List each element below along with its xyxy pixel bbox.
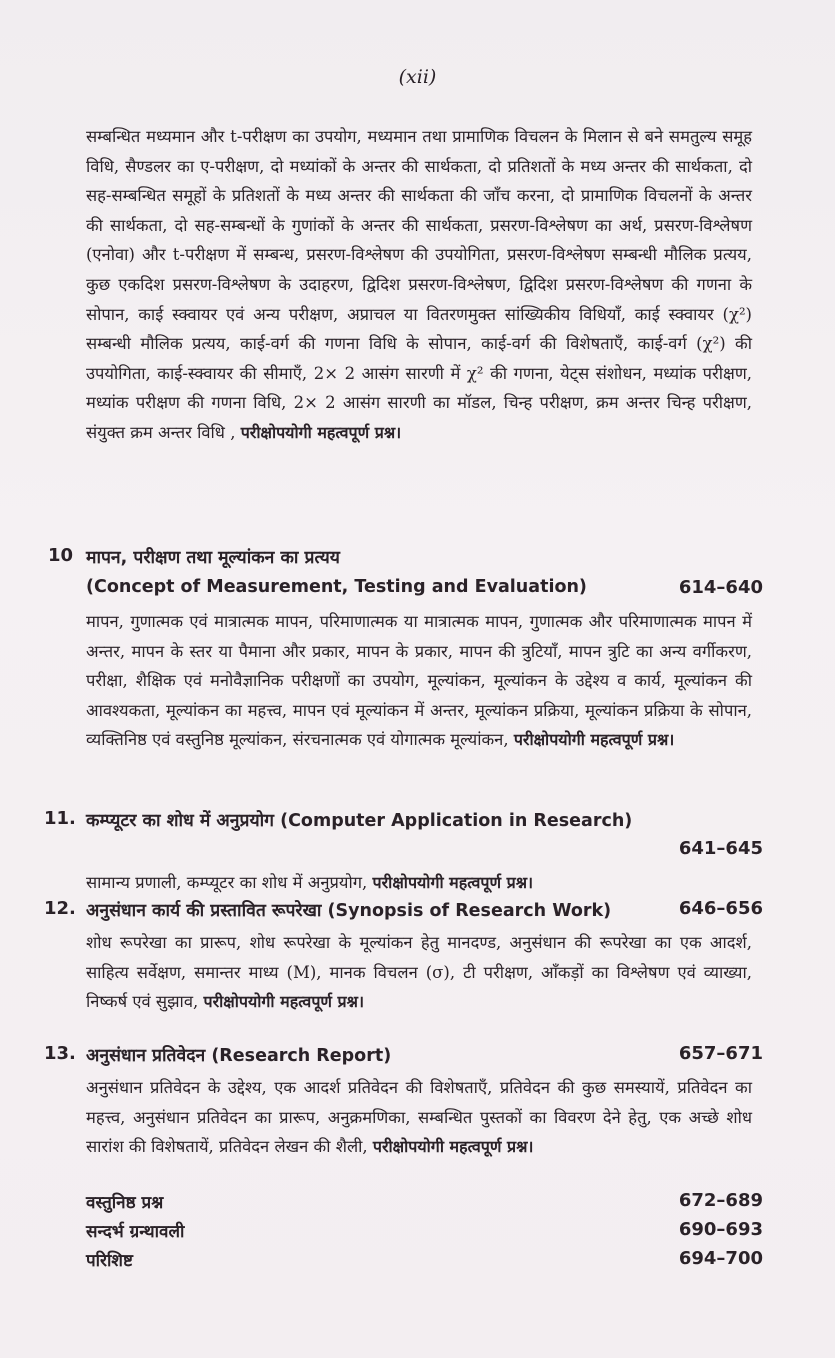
end-matter-label: सन्दर्भ ग्रन्थावली [86,1222,185,1242]
chapter-number: 12. [44,898,76,919]
chapter-text-body: सामान्य प्रणाली, कम्प्यूटर का शोध में अनुप्रयोग, [86,873,368,892]
chapter-text [86,1073,752,1162]
chapter-title-english: (Research Report) [211,1046,392,1066]
chapter-title-hindi [86,898,611,922]
intro-bold-end: परीक्षोपयोगी महत्वपूर्ण प्रश्न। [240,422,402,442]
chapter-pages: 657–671 [678,1043,763,1064]
chapter-title-hindi [86,1043,391,1067]
intro-paragraph [86,122,752,448]
chapter-number: 10 [48,545,74,566]
chapter-pages: 641–645 [678,838,763,859]
chapter-text-body: अनुसंधान प्रतिवेदन के उद्देश्य, एक आदर्श प्रतिवेदन की विशेषताएँ, प्रतिवेदन की कुछ समस्यायें, प्रतिवेदन का महत्त्व, अनुसंधान प्रतिवेदन का प्रारूप, अनुक्रमणिका, सम्बन्धित पुस्तकों का विवरण देने हेतु, एक अच्छे शोध सारांश की विशेषतायें, प्रतिवेदन लेखन की शैली, [86,1078,752,1157]
chapter-title-hindi-text: कम्प्यूटर का शोध में अनुप्रयोग [86,811,274,831]
chapter-number: 11. [44,808,76,829]
chapter-title-hindi-text: अनुसंधान प्रतिवेदन [86,1046,206,1066]
end-matter-pages: 694–700 [678,1248,763,1269]
intro-text: सम्बन्धित मध्यमान और t-परीक्षण का उपयोग, मध्यमान तथा प्रामाणिक विचलन के मिलान से बने समतुल्य समूह विधि, सैण्डलर का ए-परीक्षण, दो मध्यांकों के अन्तर की सार्थकता, दो प्रतिशतों के मध्य अन्तर की सार्थकता, दो सह-सम्बन्धित समूहों के प्रतिशतों के मध्य अन्तर की सार्थकता की जाँच करना, दो प्रामाणिक विचलनों के अन्तर की सार्थकता, दो सह-सम्बन्धों के गुणांकों के अन्तर की सार्थकता, प्रसरण-विश्लेषण का अर्थ, प्रसरण-विश्लेषण (एनोवा) और t-परीक्षण में सम्बन्ध, प्रसरण-विश्लेषण की उपयोगिता, प्रसरण-विश्लेषण सम्बन्धी मौलिक प्रत्यय, कुछ एकदिश प्रसरण-विश्लेषण के उदाहरण, द्विदिश प्रसरण-विश्लेषण, द्विदिश प्रसरण-विश्लेषण की गणना के सोपान, काई स्क्वायर एवं अन्य परीक्षण, अप्राचल या वितरणमुक्त सांख्यिकीय विधियाँ, काई स्क्वायर (χ²) सम्बन्धी मौलिक प्रत्यय, काई-वर्ग की गणना विधि के सोपान, काई-वर्ग की विशेषताएँ, काई-वर्ग (χ²) की उपयोगिता, काई-स्क्वायर की सीमाएँ, 2× 2 आसंग सारणी में χ² की गणना, येट्स संशोधन, मध्यांक परीक्षण, मध्यांक परीक्षण की गणना विधि, 2× 2 आसंग सारणी का मॉडल, चिन्ह परीक्षण, क्रम अन्तर चिन्ह परीक्षण, संयुक्त क्रम अन्तर विधि , [86,127,752,442]
chapter-bold-end: परीक्षोपयोगी महत्वपूर्ण प्रश्न। [372,873,534,892]
end-matter-label: वस्तुनिष्ठ प्रश्न [86,1193,164,1213]
chapter-text-body: मापन, गुणात्मक एवं मात्रात्मक मापन, परिमाणात्मक या मात्रात्मक मापन, गुणात्मक और परिमाणात्मक मापन में अन्तर, मापन के स्तर या पैमाना और प्रकार, मापन के प्रकार, मापन की त्रुटियाँ, मापन त्रुटि का अन्य वर्गीकरण, परीक्षा, शैक्षिक एवं मनोवैज्ञानिक परीक्षणों का उपयोग, मूल्यांकन, मूल्यांकन के उद्देश्य व कार्य, मूल्यांकन की आवश्यकता, मूल्यांकन का महत्त्व, मापन एवं मूल्यांकन में अन्तर, मूल्यांकन प्रक्रिया, मूल्यांकन प्रक्रिया के सोपान, व्यक्तिनिष्ठ एवं वस्तुनिष्ठ मूल्यांकन, संरचनात्मक एवं योगात्मक मूल्यांकन, [86,612,752,750]
chapter-title-english: (Concept of Measurement, Testing and Evaluation) [86,577,587,597]
end-matter-pages: 672–689 [678,1190,763,1211]
page-number: (xii) [398,66,437,88]
chapter-pages: 614–640 [678,577,763,598]
chapter-text-body: शोध रूपरेखा का प्रारूप, शोध रूपरेखा के मूल्यांकन हेतु मानदण्ड, अनुसंधान की रूपरेखा का एक आदर्श, साहित्य सर्वेक्षण, समान्तर माध्य (M), मानक विचलन (σ), टी परीक्षण, आँकड़ों का विश्लेषण एवं व्याख्या, निष्कर्ष एवं सुझाव, [86,933,752,1012]
chapter-pages: 646–656 [678,898,763,919]
chapter-text [86,928,752,1017]
chapter-bold-end: परीक्षोपयोगी महत्वपूर्ण प्रश्न। [513,730,675,750]
chapter-title-english: (Synopsis of Research Work) [327,901,612,921]
chapter-bold-end: परीक्षोपयोगी महत्वपूर्ण प्रश्न। [203,992,365,1012]
chapter-text [86,868,752,898]
chapter-title-hindi-text: अनुसंधान कार्य की प्रस्तावित रूपरेखा [86,901,322,921]
end-matter-objective-questions [86,1190,763,1213]
chapter-number: 13. [44,1043,76,1064]
chapter-title-hindi [86,808,632,832]
chapter-bold-end: परीक्षोपयोगी महत्वपूर्ण प्रश्न। [372,1137,534,1157]
end-matter-appendix [86,1248,763,1271]
end-matter-bibliography [86,1219,763,1242]
chapter-title-english: (Computer Application in Research) [280,811,633,831]
chapter-text [86,607,752,755]
end-matter-label: परिशिष्ट [86,1251,133,1271]
end-matter-pages: 690–693 [678,1219,763,1240]
chapter-title-hindi: मापन, परीक्षण तथा मूल्यांकन का प्रत्यय [86,548,340,568]
